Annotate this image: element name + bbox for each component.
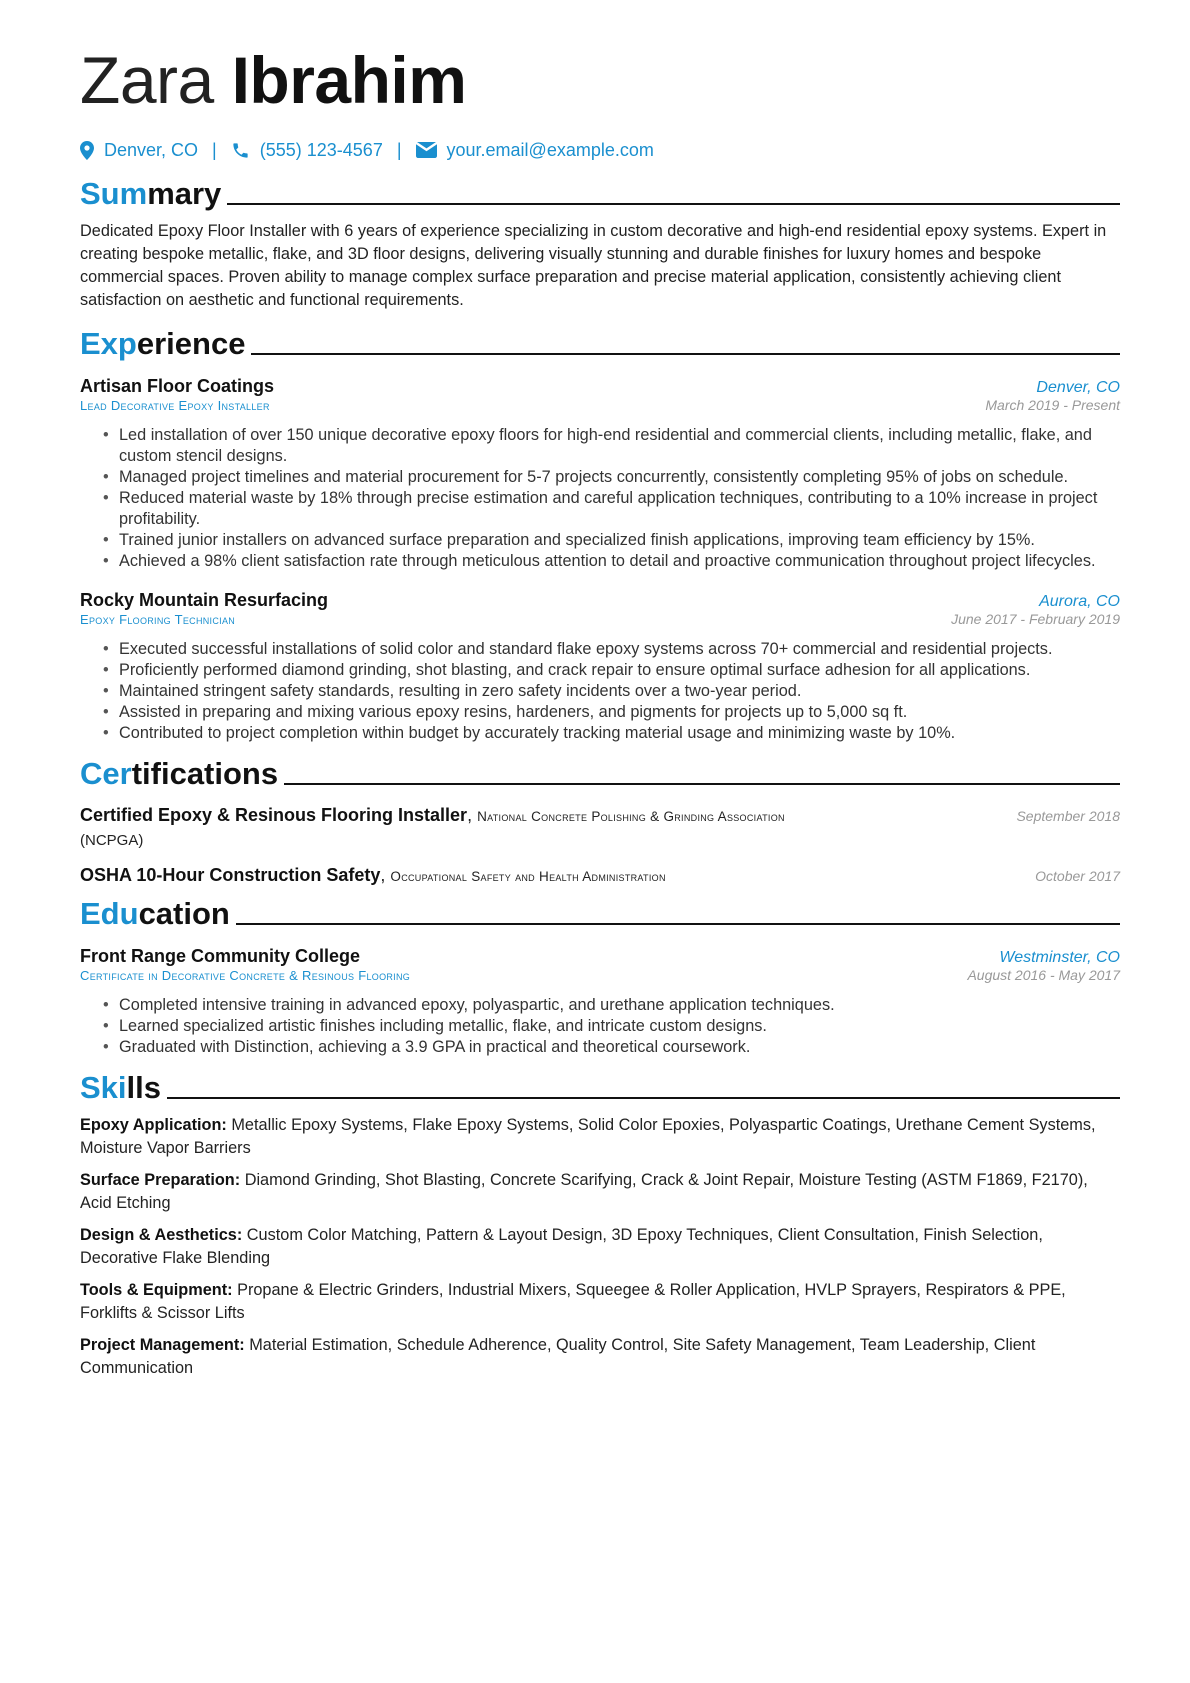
section-title-rest: mary: [147, 176, 222, 211]
section-title: [80, 756, 278, 792]
school-name: Front Range Community College: [80, 946, 361, 966]
skills-list: [80, 1114, 1120, 1380]
experience-entry: [80, 376, 1120, 572]
education-entry: [80, 946, 1120, 1058]
company-name: Rocky Mountain Resurfacing: [80, 590, 329, 610]
job-location: Aurora, CO: [1039, 593, 1120, 610]
section-title-rest: tifications: [131, 756, 279, 791]
map-pin-icon: [80, 141, 94, 160]
list-item: • Managed project timelines and material procurement for 5-7 projects concurrently, consistently completing 95% of jobs on schedule.: [119, 467, 1120, 488]
skill-category: Project Management:: [80, 1336, 245, 1354]
achievement-list: [80, 425, 1120, 572]
location-text: Denver, CO: [104, 139, 199, 160]
skill-category: Epoxy Application:: [80, 1116, 227, 1134]
summary-text: Dedicated Epoxy Floor Installer with 6 years of experience specializing in custom decorative and high-end residential epoxy systems. Expert in creating bespoke metallic, flake, and 3D floor designs, delivering visually stunning and durable finishes for luxury homes and bespoke commercial spaces. Proven ability to manage complex surface preparation and precise material application, consistently achieving client satisfaction on aesthetic and functional requirements.: [80, 222, 1107, 309]
skill-row: [80, 1279, 1120, 1325]
school-location: Westminster, CO: [999, 949, 1120, 966]
certification-entry: OSHA 10-Hour Construction Safety, Occupational Safety and Health Administration October 2017: [80, 865, 1120, 885]
list-item: • Learned specialized artistic finishes including metallic, flake, and intricate custom designs.: [119, 1016, 1120, 1037]
phone-icon: [231, 141, 250, 160]
certification-name: OSHA 10-Hour Construction Safety: [80, 865, 381, 885]
section-heading-summary: [80, 176, 1120, 212]
achievement-list: [80, 639, 1120, 744]
skill-items: Metallic Epoxy Systems, Flake Epoxy Systems, Solid Color Epoxies, Polyaspartic Coatings, Urethane Cement Systems, Moisture Vapor Barriers: [80, 1116, 1096, 1157]
contact-phone[interactable]: [231, 140, 383, 161]
certification-date: October 2017: [1035, 868, 1120, 884]
education-dates: August 2016 - May 2017: [967, 967, 1120, 983]
list-item: • Reduced material waste by 18% through precise estimation and careful application techniques, contributing to a 10% increase in project profitability.: [119, 488, 1120, 530]
certification-date: September 2018: [1016, 808, 1120, 824]
job-dates: June 2017 - February 2019: [951, 611, 1120, 627]
section-title-accent: Cer: [80, 756, 132, 791]
contact-separator: |: [396, 139, 402, 160]
phone-text: (555) 123-4567: [259, 139, 383, 160]
section-heading-experience: [80, 326, 1120, 362]
contact-location: [80, 140, 198, 161]
list-item: • Maintained stringent safety standards, resulting in zero safety incidents over a two-year period.: [119, 681, 1120, 702]
section-rule: [251, 353, 1120, 355]
certification-name: Certified Epoxy & Resinous Flooring Installer: [80, 805, 468, 825]
section-heading-certifications: [80, 756, 1120, 792]
section-title-rest: lls: [126, 1070, 161, 1105]
section-title: [80, 1070, 161, 1106]
certification-abbr: (NCPGA): [80, 832, 144, 849]
list-item: • Assisted in preparing and mixing various epoxy resins, hardeners, and pigments for projects up to 5,000 sq ft.: [119, 702, 1120, 723]
last-name: Ibrahim: [231, 43, 467, 117]
section-rule: [227, 203, 1120, 205]
section-title-rest: erience: [136, 326, 246, 361]
section-title-rest: cation: [138, 896, 230, 931]
certification-entry: Certified Epoxy & Resinous Flooring Installer, National Concrete Polishing & Grinding Association (NCPGA) September 2018: [80, 805, 1120, 849]
list-item: • Executed successful installations of solid color and standard flake epoxy systems across 70+ commercial and residential projects.: [119, 639, 1120, 660]
section-title-accent: Ski: [80, 1070, 127, 1105]
skill-row: [80, 1224, 1120, 1270]
skill-category: Surface Preparation:: [80, 1171, 241, 1189]
company-name: Artisan Floor Coatings: [80, 376, 275, 396]
section-title-accent: Edu: [80, 896, 139, 931]
certification-org: Occupational Safety and Health Administration: [390, 869, 666, 884]
certification-org: National Concrete Polishing & Grinding Association: [477, 809, 785, 824]
contact-bar: [80, 136, 1120, 164]
first-name: Zara: [80, 43, 214, 117]
list-item: • Graduated with Distinction, achieving a 3.9 GPA in practical and theoretical coursework.: [119, 1037, 1120, 1058]
list-item: • Contributed to project completion within budget by accurately tracking material usage and minimizing waste by 10%.: [119, 723, 1120, 744]
section-title: [80, 176, 221, 212]
job-location: Denver, CO: [1036, 379, 1120, 396]
job-title: Lead Decorative Epoxy Installer: [80, 398, 270, 413]
candidate-name: [80, 40, 1120, 120]
skill-row: [80, 1114, 1120, 1160]
envelope-icon: [416, 142, 437, 158]
skill-row: [80, 1169, 1120, 1215]
skill-items: Material Estimation, Schedule Adherence, Quality Control, Site Safety Management, Team Leadership, Client Communication: [80, 1336, 1036, 1377]
education-list: [80, 995, 1120, 1058]
list-item: • Completed intensive training in advanced epoxy, polyaspartic, and urethane application techniques.: [119, 995, 1120, 1016]
program-name: Certificate in Decorative Concrete & Resinous Flooring: [80, 968, 411, 983]
list-item: • Trained junior installers on advanced surface preparation and specialized finish applications, improving team efficiency by 15%.: [119, 530, 1120, 551]
skill-items: Diamond Grinding, Shot Blasting, Concrete Scarifying, Crack & Joint Repair, Moisture Testing (ASTM F1869, F2170), Acid Etching: [80, 1171, 1088, 1212]
list-item: • Achieved a 98% client satisfaction rate through meticulous attention to detail and proactive communication throughout project lifecycles.: [119, 551, 1120, 572]
section-title-accent: Exp: [80, 326, 137, 361]
section-title: [80, 326, 245, 362]
job-title: Epoxy Flooring Technician: [80, 612, 236, 627]
skill-items: Propane & Electric Grinders, Industrial Mixers, Squeegee & Roller Application, HVLP Sprayers, Respirators & PPE, Forklifts & Scissor Lifts: [80, 1281, 1066, 1322]
job-dates: March 2019 - Present: [985, 397, 1120, 413]
email-text: your.email@example.com: [446, 139, 654, 160]
skill-row: [80, 1334, 1120, 1380]
list-item: • Led installation of over 150 unique decorative epoxy floors for high-end residential and commercial clients, including metallic, flake, and custom stencil designs.: [119, 425, 1120, 467]
section-heading-skills: [80, 1070, 1120, 1106]
section-rule: [284, 783, 1120, 785]
contact-separator: |: [212, 139, 217, 160]
skill-category: Tools & Equipment:: [80, 1281, 233, 1299]
section-title: [80, 896, 230, 932]
section-heading-education: [80, 896, 1120, 932]
list-item: • Proficiently performed diamond grinding, shot blasting, and crack repair to ensure optimal surface adhesion for all applications.: [119, 660, 1120, 681]
section-rule: [236, 923, 1120, 925]
skill-category: Design & Aesthetics:: [80, 1226, 243, 1244]
contact-email[interactable]: [416, 140, 654, 161]
section-title-accent: Sum: [80, 176, 148, 211]
experience-entry: [80, 590, 1120, 744]
section-rule: [167, 1097, 1120, 1099]
resume-content: [80, 40, 1120, 1389]
skill-items: Custom Color Matching, Pattern & Layout Design, 3D Epoxy Techniques, Client Consultation, Finish Selection, Decorative Flake Blending: [80, 1226, 1043, 1267]
